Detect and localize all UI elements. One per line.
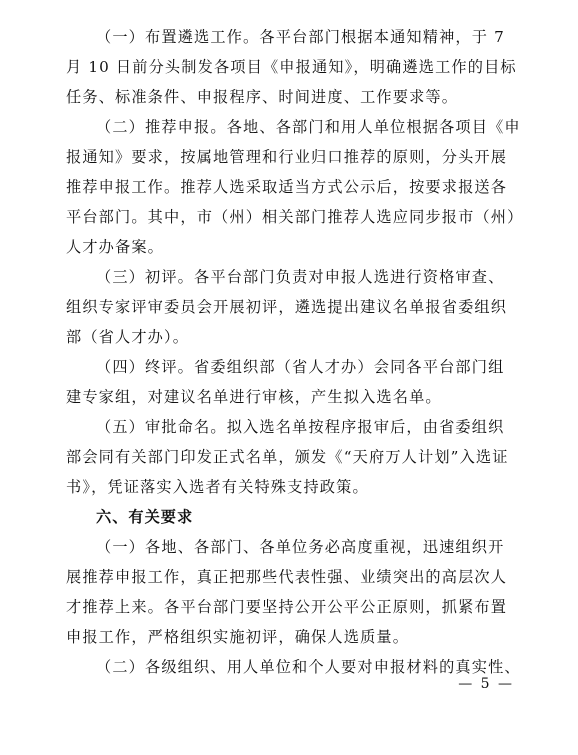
text-line: 推荐申报工作。推荐人选采取适当方式公示后，按要求报送各 bbox=[66, 178, 508, 196]
section-heading: 六、有关要求 bbox=[96, 508, 194, 526]
page-number: — 5 — bbox=[458, 676, 514, 692]
document-body bbox=[66, 22, 528, 682]
text-line: 报通知》要求，按属地管理和行业归口推荐的原则，分头开展 bbox=[66, 148, 508, 166]
text-line: （三）初评。各平台部门负责对申报人选进行资格审查、 bbox=[96, 268, 505, 286]
text-line: 部（省人才办）。 bbox=[66, 328, 190, 346]
text-line: （一）各地、各部门、各单位务必高度重视，迅速组织开 bbox=[96, 538, 505, 556]
text-line: 书》，凭证落实入选者有关特殊支持政策。 bbox=[66, 478, 369, 496]
text-line: 人才办备案。 bbox=[66, 238, 165, 256]
text-line: 平台部门。其中，市（州）相关部门推荐人选应同步报市（州） bbox=[66, 208, 524, 226]
text-line: 展推荐申报工作，真正把那些代表性强、业绩突出的高层次人 bbox=[66, 568, 508, 586]
text-line: （五）审批命名。拟入选名单按程序报审后，由省委组织 bbox=[96, 418, 505, 436]
text-line: 任务、标准条件、申报程序、时间进度、工作要求等。 bbox=[66, 88, 459, 106]
text-line: （一）布置遴选工作。各平台部门根据本通知精神，于 7 bbox=[96, 28, 505, 46]
text-line: （二）推荐申报。各地、各部门和用人单位根据各项目《申 bbox=[96, 118, 521, 136]
text-line: 建专家组，对建议名单进行审核，产生拟入选名单。 bbox=[66, 388, 442, 406]
text-line: 申报工作，严格组织实施初评，确保人选质量。 bbox=[66, 628, 410, 646]
text-line: 月 10 日前分头制发各项目《申报通知》，明确遴选工作的目标 bbox=[66, 58, 517, 76]
text-line: 组织专家评审委员会开展初评，遴选提出建议名单报省委组织 bbox=[66, 298, 508, 316]
text-line: （四）终评。省委组织部（省人才办）会同各平台部门组 bbox=[96, 358, 505, 376]
text-line: 才推荐上来。各平台部门要坚持公开公平公正原则，抓紧布置 bbox=[66, 598, 508, 616]
text-line: 部会同有关部门印发正式名单，颁发《“天府万人计划”入选证 bbox=[66, 448, 509, 466]
text-line: （二）各级组织、用人单位和个人要对申报材料的真实性、 bbox=[96, 658, 521, 676]
